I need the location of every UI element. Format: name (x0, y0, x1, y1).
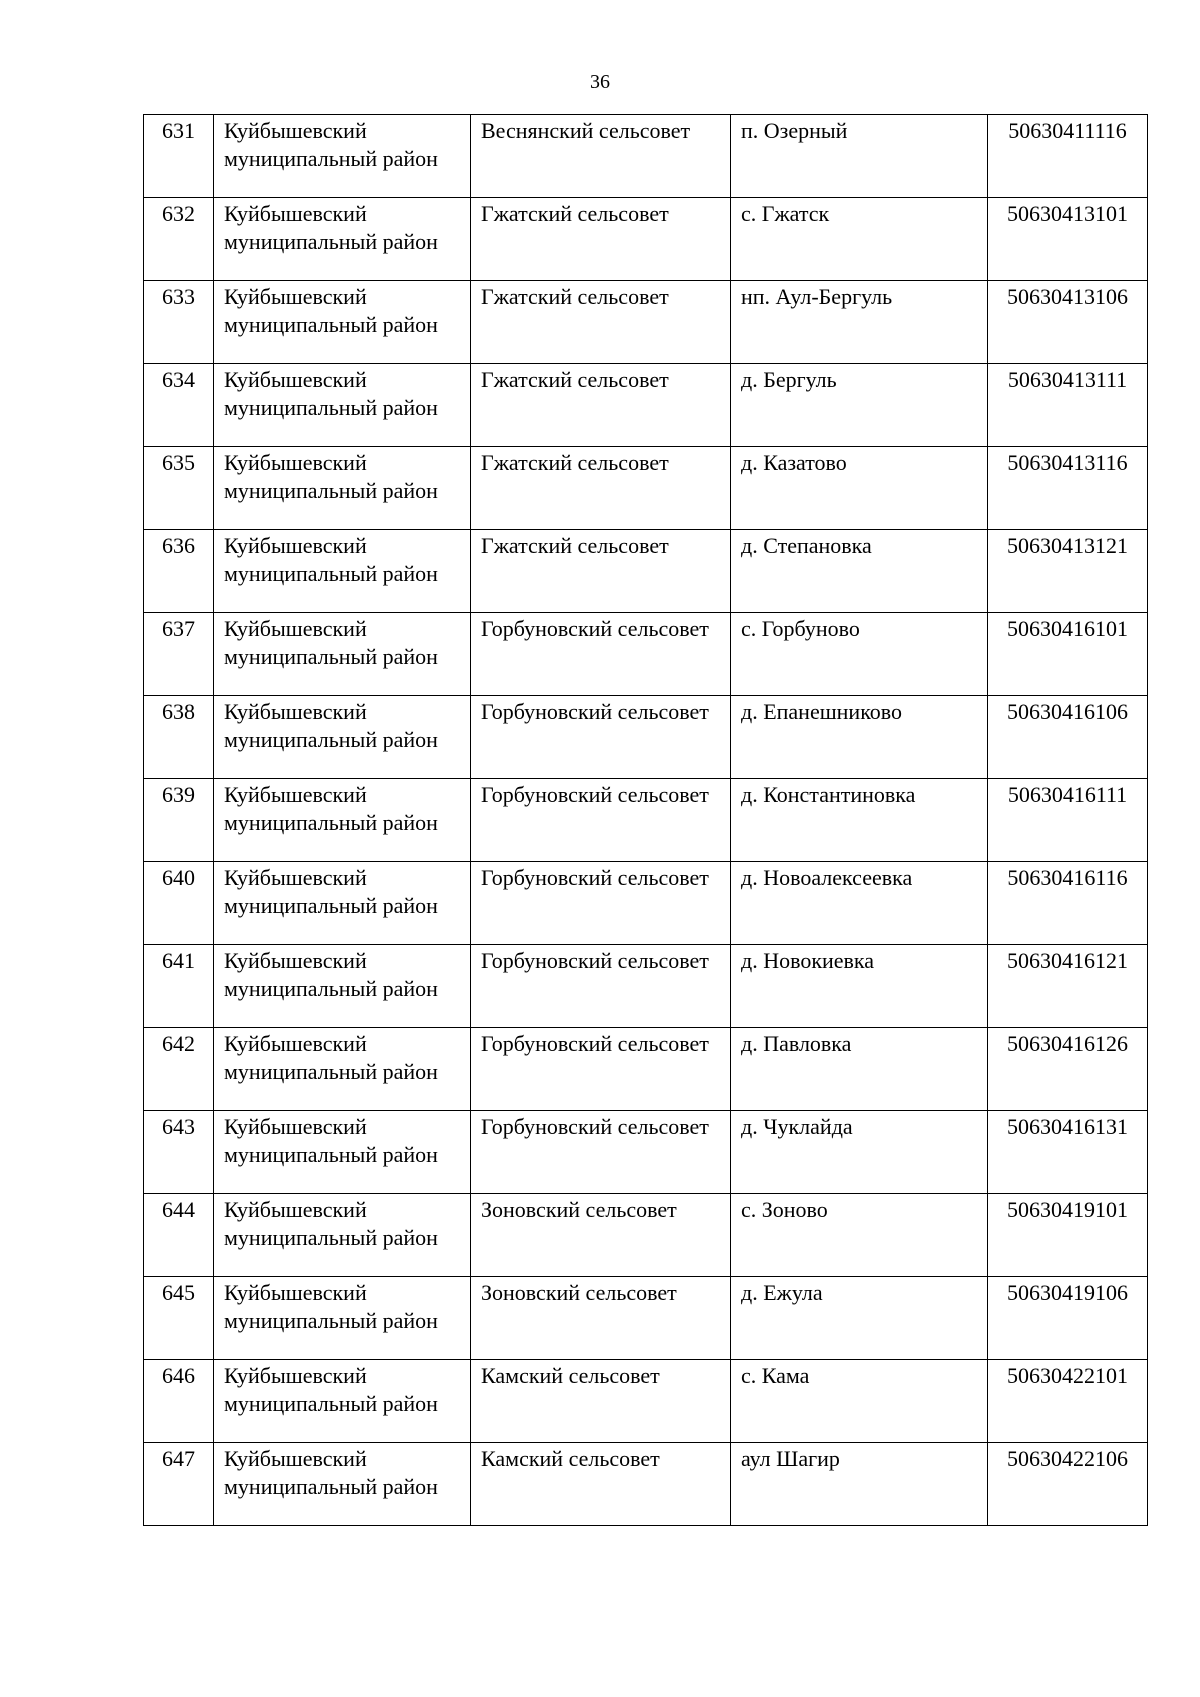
district-cell: Куйбышевский муниципальный район (214, 530, 471, 613)
settlement-cell: д. Степановка (731, 530, 988, 613)
council-cell: Горбуновский сельсовет (471, 945, 731, 1028)
settlement-cell: д. Казатово (731, 447, 988, 530)
code-cell: 50630416111 (988, 779, 1148, 862)
row-number-cell: 640 (144, 862, 214, 945)
row-number-cell: 631 (144, 115, 214, 198)
council-cell: Горбуновский сельсовет (471, 1111, 731, 1194)
code-cell: 50630413121 (988, 530, 1148, 613)
settlement-cell: нп. Аул-Бергуль (731, 281, 988, 364)
settlement-cell: аул Шагир (731, 1443, 988, 1526)
settlement-cell: с. Горбуново (731, 613, 988, 696)
row-number-cell: 642 (144, 1028, 214, 1111)
settlement-cell: д. Бергуль (731, 364, 988, 447)
table-row (144, 1443, 1148, 1526)
row-number-cell: 632 (144, 198, 214, 281)
row-number-cell: 637 (144, 613, 214, 696)
table-row (144, 1360, 1148, 1443)
settlement-cell: д. Новоалексеевка (731, 862, 988, 945)
council-cell: Горбуновский сельсовет (471, 696, 731, 779)
table-row (144, 447, 1148, 530)
settlements-table (143, 114, 1148, 1526)
settlement-cell: д. Чуклайда (731, 1111, 988, 1194)
district-cell: Куйбышевский муниципальный район (214, 281, 471, 364)
row-number-cell: 638 (144, 696, 214, 779)
table-row (144, 1028, 1148, 1111)
page-number: 36 (590, 71, 610, 93)
table-row (144, 779, 1148, 862)
table-row (144, 364, 1148, 447)
code-cell: 50630411116 (988, 115, 1148, 198)
settlement-cell: с. Зоново (731, 1194, 988, 1277)
district-cell: Куйбышевский муниципальный район (214, 1111, 471, 1194)
table-row (144, 1111, 1148, 1194)
council-cell: Горбуновский сельсовет (471, 779, 731, 862)
table-row (144, 115, 1148, 198)
settlement-cell: д. Ежула (731, 1277, 988, 1360)
code-cell: 50630416116 (988, 862, 1148, 945)
table-row (144, 530, 1148, 613)
district-cell: Куйбышевский муниципальный район (214, 1194, 471, 1277)
row-number-cell: 639 (144, 779, 214, 862)
row-number-cell: 633 (144, 281, 214, 364)
council-cell: Гжатский сельсовет (471, 447, 731, 530)
settlement-cell: д. Епанешниково (731, 696, 988, 779)
table-row (144, 1194, 1148, 1277)
settlement-cell: с. Кама (731, 1360, 988, 1443)
council-cell: Горбуновский сельсовет (471, 862, 731, 945)
council-cell: Камский сельсовет (471, 1360, 731, 1443)
row-number-cell: 646 (144, 1360, 214, 1443)
code-cell: 50630422101 (988, 1360, 1148, 1443)
table-row (144, 1277, 1148, 1360)
settlement-cell: д. Константиновка (731, 779, 988, 862)
table-row (144, 862, 1148, 945)
settlement-cell: д. Новокиевка (731, 945, 988, 1028)
district-cell: Куйбышевский муниципальный район (214, 613, 471, 696)
code-cell: 50630416121 (988, 945, 1148, 1028)
settlement-cell: п. Озерный (731, 115, 988, 198)
code-cell: 50630413106 (988, 281, 1148, 364)
council-cell: Гжатский сельсовет (471, 364, 731, 447)
district-cell: Куйбышевский муниципальный район (214, 198, 471, 281)
district-cell: Куйбышевский муниципальный район (214, 696, 471, 779)
settlement-cell: д. Павловка (731, 1028, 988, 1111)
district-cell: Куйбышевский муниципальный район (214, 447, 471, 530)
council-cell: Гжатский сельсовет (471, 281, 731, 364)
table-row (144, 613, 1148, 696)
row-number-cell: 641 (144, 945, 214, 1028)
district-cell: Куйбышевский муниципальный район (214, 364, 471, 447)
code-cell: 50630413101 (988, 198, 1148, 281)
row-number-cell: 636 (144, 530, 214, 613)
district-cell: Куйбышевский муниципальный район (214, 862, 471, 945)
row-number-cell: 634 (144, 364, 214, 447)
council-cell: Зоновский сельсовет (471, 1194, 731, 1277)
code-cell: 50630416101 (988, 613, 1148, 696)
council-cell: Горбуновский сельсовет (471, 1028, 731, 1111)
code-cell: 50630413111 (988, 364, 1148, 447)
council-cell: Веснянский сельсовет (471, 115, 731, 198)
council-cell: Горбуновский сельсовет (471, 613, 731, 696)
table-row (144, 198, 1148, 281)
code-cell: 50630419101 (988, 1194, 1148, 1277)
code-cell: 50630422106 (988, 1443, 1148, 1526)
district-cell: Куйбышевский муниципальный район (214, 779, 471, 862)
code-cell: 50630416126 (988, 1028, 1148, 1111)
council-cell: Гжатский сельсовет (471, 530, 731, 613)
council-cell: Зоновский сельсовет (471, 1277, 731, 1360)
row-number-cell: 647 (144, 1443, 214, 1526)
row-number-cell: 644 (144, 1194, 214, 1277)
settlement-cell: с. Гжатск (731, 198, 988, 281)
row-number-cell: 643 (144, 1111, 214, 1194)
district-cell: Куйбышевский муниципальный район (214, 1277, 471, 1360)
table-row (144, 281, 1148, 364)
code-cell: 50630419106 (988, 1277, 1148, 1360)
code-cell: 50630413116 (988, 447, 1148, 530)
district-cell: Куйбышевский муниципальный район (214, 115, 471, 198)
district-cell: Куйбышевский муниципальный район (214, 1443, 471, 1526)
code-cell: 50630416106 (988, 696, 1148, 779)
row-number-cell: 635 (144, 447, 214, 530)
table-row (144, 945, 1148, 1028)
table-body (144, 115, 1148, 1526)
council-cell: Камский сельсовет (471, 1443, 731, 1526)
district-cell: Куйбышевский муниципальный район (214, 945, 471, 1028)
row-number-cell: 645 (144, 1277, 214, 1360)
district-cell: Куйбышевский муниципальный район (214, 1028, 471, 1111)
district-cell: Куйбышевский муниципальный район (214, 1360, 471, 1443)
council-cell: Гжатский сельсовет (471, 198, 731, 281)
table-row (144, 696, 1148, 779)
code-cell: 50630416131 (988, 1111, 1148, 1194)
